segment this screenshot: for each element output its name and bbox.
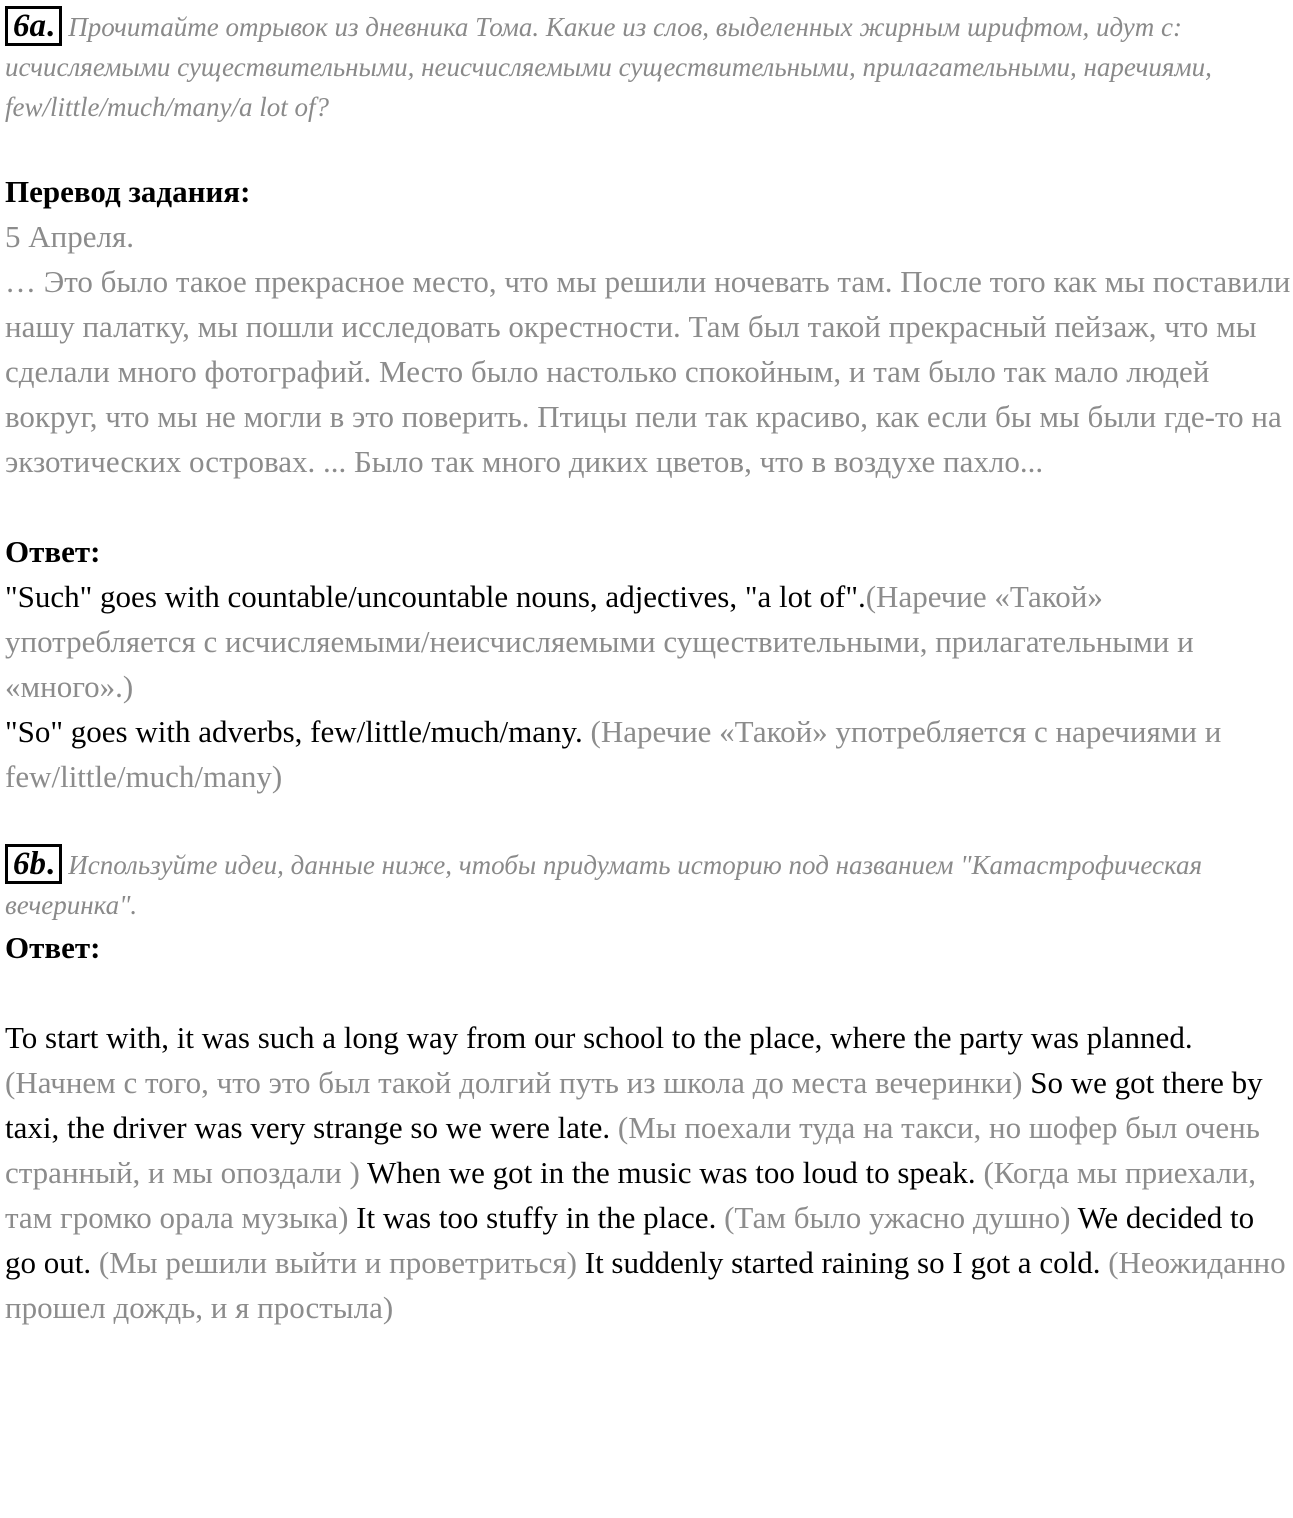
task-6a-number: 6a bbox=[13, 8, 46, 44]
task-6b-instruction: Используйте идеи, данные ниже, чтобы придумать историю под названием "Катастрофическая вечеринка". bbox=[5, 850, 1202, 920]
story-segment-russian: (Начнем с того, что это был такой долгий путь из школа до места вечеринки) bbox=[5, 1065, 1023, 1100]
document-page bbox=[5, 0, 1291, 1330]
story-segment-english: We decided to go out. bbox=[5, 1200, 1255, 1280]
task-6b-dot: . bbox=[46, 846, 55, 882]
answer-6a-such-russian: (Наречие «Такой» употребляется с исчисляемыми/неисчисляемыми существительными, прилагательными и «много».) bbox=[5, 579, 1194, 704]
story-segment-russian: (Мы поехали туда на такси, но шофер был очень странный, и мы опоздали ) bbox=[5, 1110, 1260, 1190]
task-6a-dot: . bbox=[46, 8, 55, 44]
task-6b-header bbox=[5, 844, 1291, 925]
task-6b-number: 6b bbox=[13, 846, 46, 882]
story-segment-english: It suddenly started raining so I got a cold. bbox=[577, 1245, 1101, 1280]
answer-6a-label: Ответ: bbox=[5, 534, 101, 569]
answer-6a-so bbox=[5, 709, 1291, 799]
task-6a-header bbox=[5, 6, 1291, 127]
answer-6a-so-russian: (Наречие «Такой» употребляется с наречиями и few/little/much/many) bbox=[5, 714, 1222, 794]
story-segment-english: It was too stuffy in the place. bbox=[348, 1200, 717, 1235]
spacer bbox=[5, 127, 1291, 169]
story-segment-russian: (Мы решили выйти и проветриться) bbox=[91, 1245, 577, 1280]
answer-6b-story bbox=[5, 1015, 1291, 1330]
story-segment-english: So we got there by taxi, the driver was very strange so we were late. bbox=[5, 1065, 1263, 1145]
spacer bbox=[5, 799, 1291, 844]
story-segment-russian: (Когда мы приехали, там громко орала музыка) bbox=[5, 1155, 1257, 1235]
spacer bbox=[5, 970, 1291, 1015]
task-6a-number-box bbox=[5, 6, 62, 46]
task-6a-instruction: Прочитайте отрывок из дневника Тома. Какие из слов, выделенных жирным шрифтом, идут с: исчисляемыми существительными, неисчисляемыми существительными, прилагательными, наречиями, few/little/much/many/a lot of? bbox=[5, 12, 1212, 122]
story-segment-russian: (Неожиданно прошел дождь, и я простыла) bbox=[5, 1245, 1286, 1325]
translation-text: … Это было такое прекрасное место, что мы решили ночевать там. После того как мы поставили нашу палатку, мы пошли исследовать окрестности. Там был такой прекрасный пейзаж, что мы сделали много фотографий. Место было настолько спокойным, и там было так мало людей вокруг, что мы не могли в это поверить. Птицы пели так красиво, как если бы мы были где-то на экзотических островах. ... Было так много диких цветов, что в воздухе пахло... bbox=[5, 264, 1291, 479]
answer-6b-label: Ответ: bbox=[5, 930, 101, 965]
answer-6a-such bbox=[5, 574, 1291, 709]
spacer bbox=[5, 484, 1291, 529]
task-6b-number-box bbox=[5, 844, 62, 884]
story-segment-english: To start with, it was such a long way from our school to the place, where the party was planned. bbox=[5, 1020, 1193, 1055]
translation-label: Перевод задания: bbox=[5, 174, 251, 209]
story-segment-english: When we got in the music was too loud to speak. bbox=[359, 1155, 976, 1190]
answer-6a-so-english: "So" goes with adverbs, few/little/much/many. bbox=[5, 714, 583, 749]
story-segment-russian: (Там было ужасно душно) bbox=[716, 1200, 1071, 1235]
answer-6a-such-english: "Such" goes with countable/uncountable nouns, adjectives, "a lot of". bbox=[5, 579, 866, 614]
translation-date: 5 Апреля. bbox=[5, 219, 134, 254]
